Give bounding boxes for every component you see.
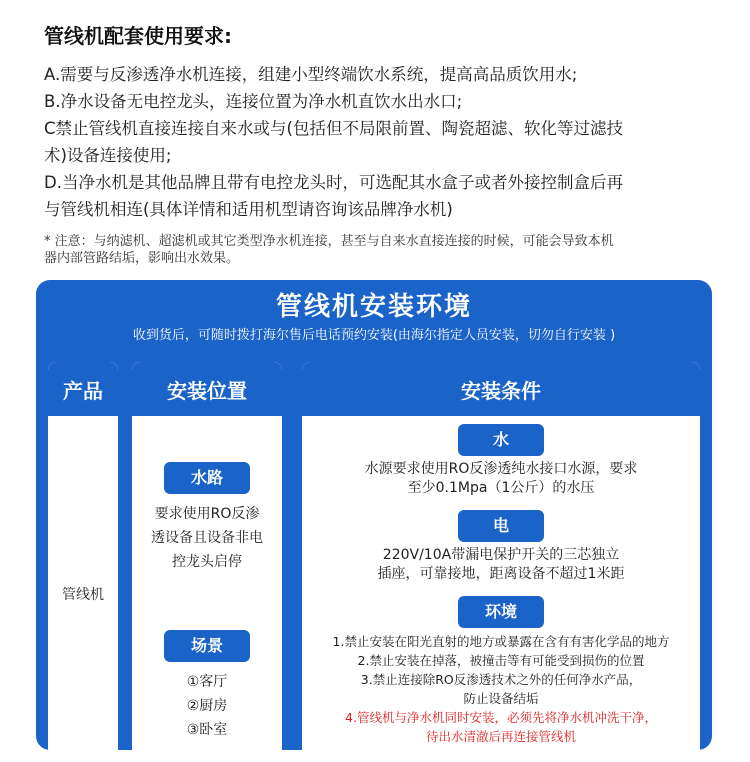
water-route-block xyxy=(132,462,282,574)
requirements-section xyxy=(44,20,724,267)
scene-badge: 场景 xyxy=(164,630,250,662)
requirements-note xyxy=(44,233,724,267)
conditions-header: 安装条件 xyxy=(302,362,700,416)
install-environment-panel xyxy=(36,280,712,750)
scene-block xyxy=(132,630,282,742)
install-subtitle: 收到货后，可随时拨打海尔售后电话预约安装(由海尔指定人员安装，切勿自行安装 ) xyxy=(132,328,616,343)
environment-line: 2.禁止安装在掉落，被撞击等有可能受到损伤的位置 xyxy=(357,653,645,668)
environment-condition-text xyxy=(302,632,700,746)
power-condition-block xyxy=(302,510,700,584)
water-badge: 水 xyxy=(458,424,544,456)
environment-line: 3.禁止连接除RO反渗透技术之外的任何净水产品， xyxy=(360,672,642,687)
scene-line: ①客厅 xyxy=(186,674,228,690)
power-condition-text xyxy=(302,546,700,584)
requirement-line-d1: D.当净水机是其他品牌且带有电控龙头时，可选配其水盒子或者外接控制盒后再 xyxy=(44,173,623,192)
product-name: 管线机 xyxy=(62,587,104,603)
water-condition-block xyxy=(302,424,700,498)
environment-line: 防止设备结垢 xyxy=(463,691,539,706)
power-condition-line: 220V/10A带漏电保护开关的三芯独立 xyxy=(382,547,620,563)
water-condition-text xyxy=(302,460,700,498)
water-route-line: 控龙头启停 xyxy=(172,554,242,570)
warning-line: 4.管线机与净水机同时安装，必须先将净水机冲洗干净， xyxy=(345,710,657,725)
environment-badge: 环境 xyxy=(458,596,544,628)
conditions-column xyxy=(302,362,700,762)
note-line-2: 器内部管路结垢，影响出水效果。 xyxy=(44,251,240,266)
power-badge: 电 xyxy=(458,510,544,542)
product-header: 产品 xyxy=(48,362,118,416)
scene-line: ②厨房 xyxy=(186,698,228,714)
requirement-line-a: A.需要与反渗透净水机连接，组建小型终端饮水系统，提高高品质饮用水; xyxy=(44,65,578,84)
note-line-1: * 注意：与纳滤机、超滤机或其它类型净水机连接，甚至与自来水直接连接的时候，可能会导致本机 xyxy=(44,234,614,249)
requirement-line-c1: C禁止管线机直接连接自来水或与(包括但不局限前置、陶瓷超滤、软化等过滤技 xyxy=(44,119,623,138)
requirement-line-c2: 术)设备连接使用; xyxy=(44,146,172,165)
install-title: 管线机安装环境 xyxy=(275,292,472,322)
water-condition-line: 水源要求使用RO反渗透纯水接口水源，要求 xyxy=(364,461,638,477)
location-column xyxy=(132,362,282,762)
scene-text xyxy=(132,670,282,742)
water-route-badge: 水路 xyxy=(164,462,250,494)
scene-line: ③卧室 xyxy=(186,722,228,738)
environment-line: 1.禁止安装在阳光直射的地方或暴露在含有有害化学品的地方 xyxy=(332,634,670,649)
requirement-line-b: B.净水设备无电控龙头，连接位置为净水机直饮水出水口; xyxy=(44,92,463,111)
environment-condition-block xyxy=(302,596,700,746)
water-route-text xyxy=(132,502,282,574)
warning-line: 待出水清澈后再连接管线机 xyxy=(425,729,576,744)
requirement-line-d2: 与管线机相连(具体详情和适用机型请咨询该品牌净水机) xyxy=(44,200,453,219)
location-header: 安装位置 xyxy=(132,362,282,416)
power-condition-line: 插座，可靠接地，距离设备不超过1米距 xyxy=(377,566,625,582)
requirements-title: 管线机配套使用要求: xyxy=(44,24,232,48)
water-route-line: 透设备且设备非电 xyxy=(151,530,263,546)
water-route-line: 要求使用RO反渗 xyxy=(154,506,260,522)
product-column xyxy=(48,362,118,762)
water-condition-line: 至少0.1Mpa（1公斤）的水压 xyxy=(407,480,595,496)
